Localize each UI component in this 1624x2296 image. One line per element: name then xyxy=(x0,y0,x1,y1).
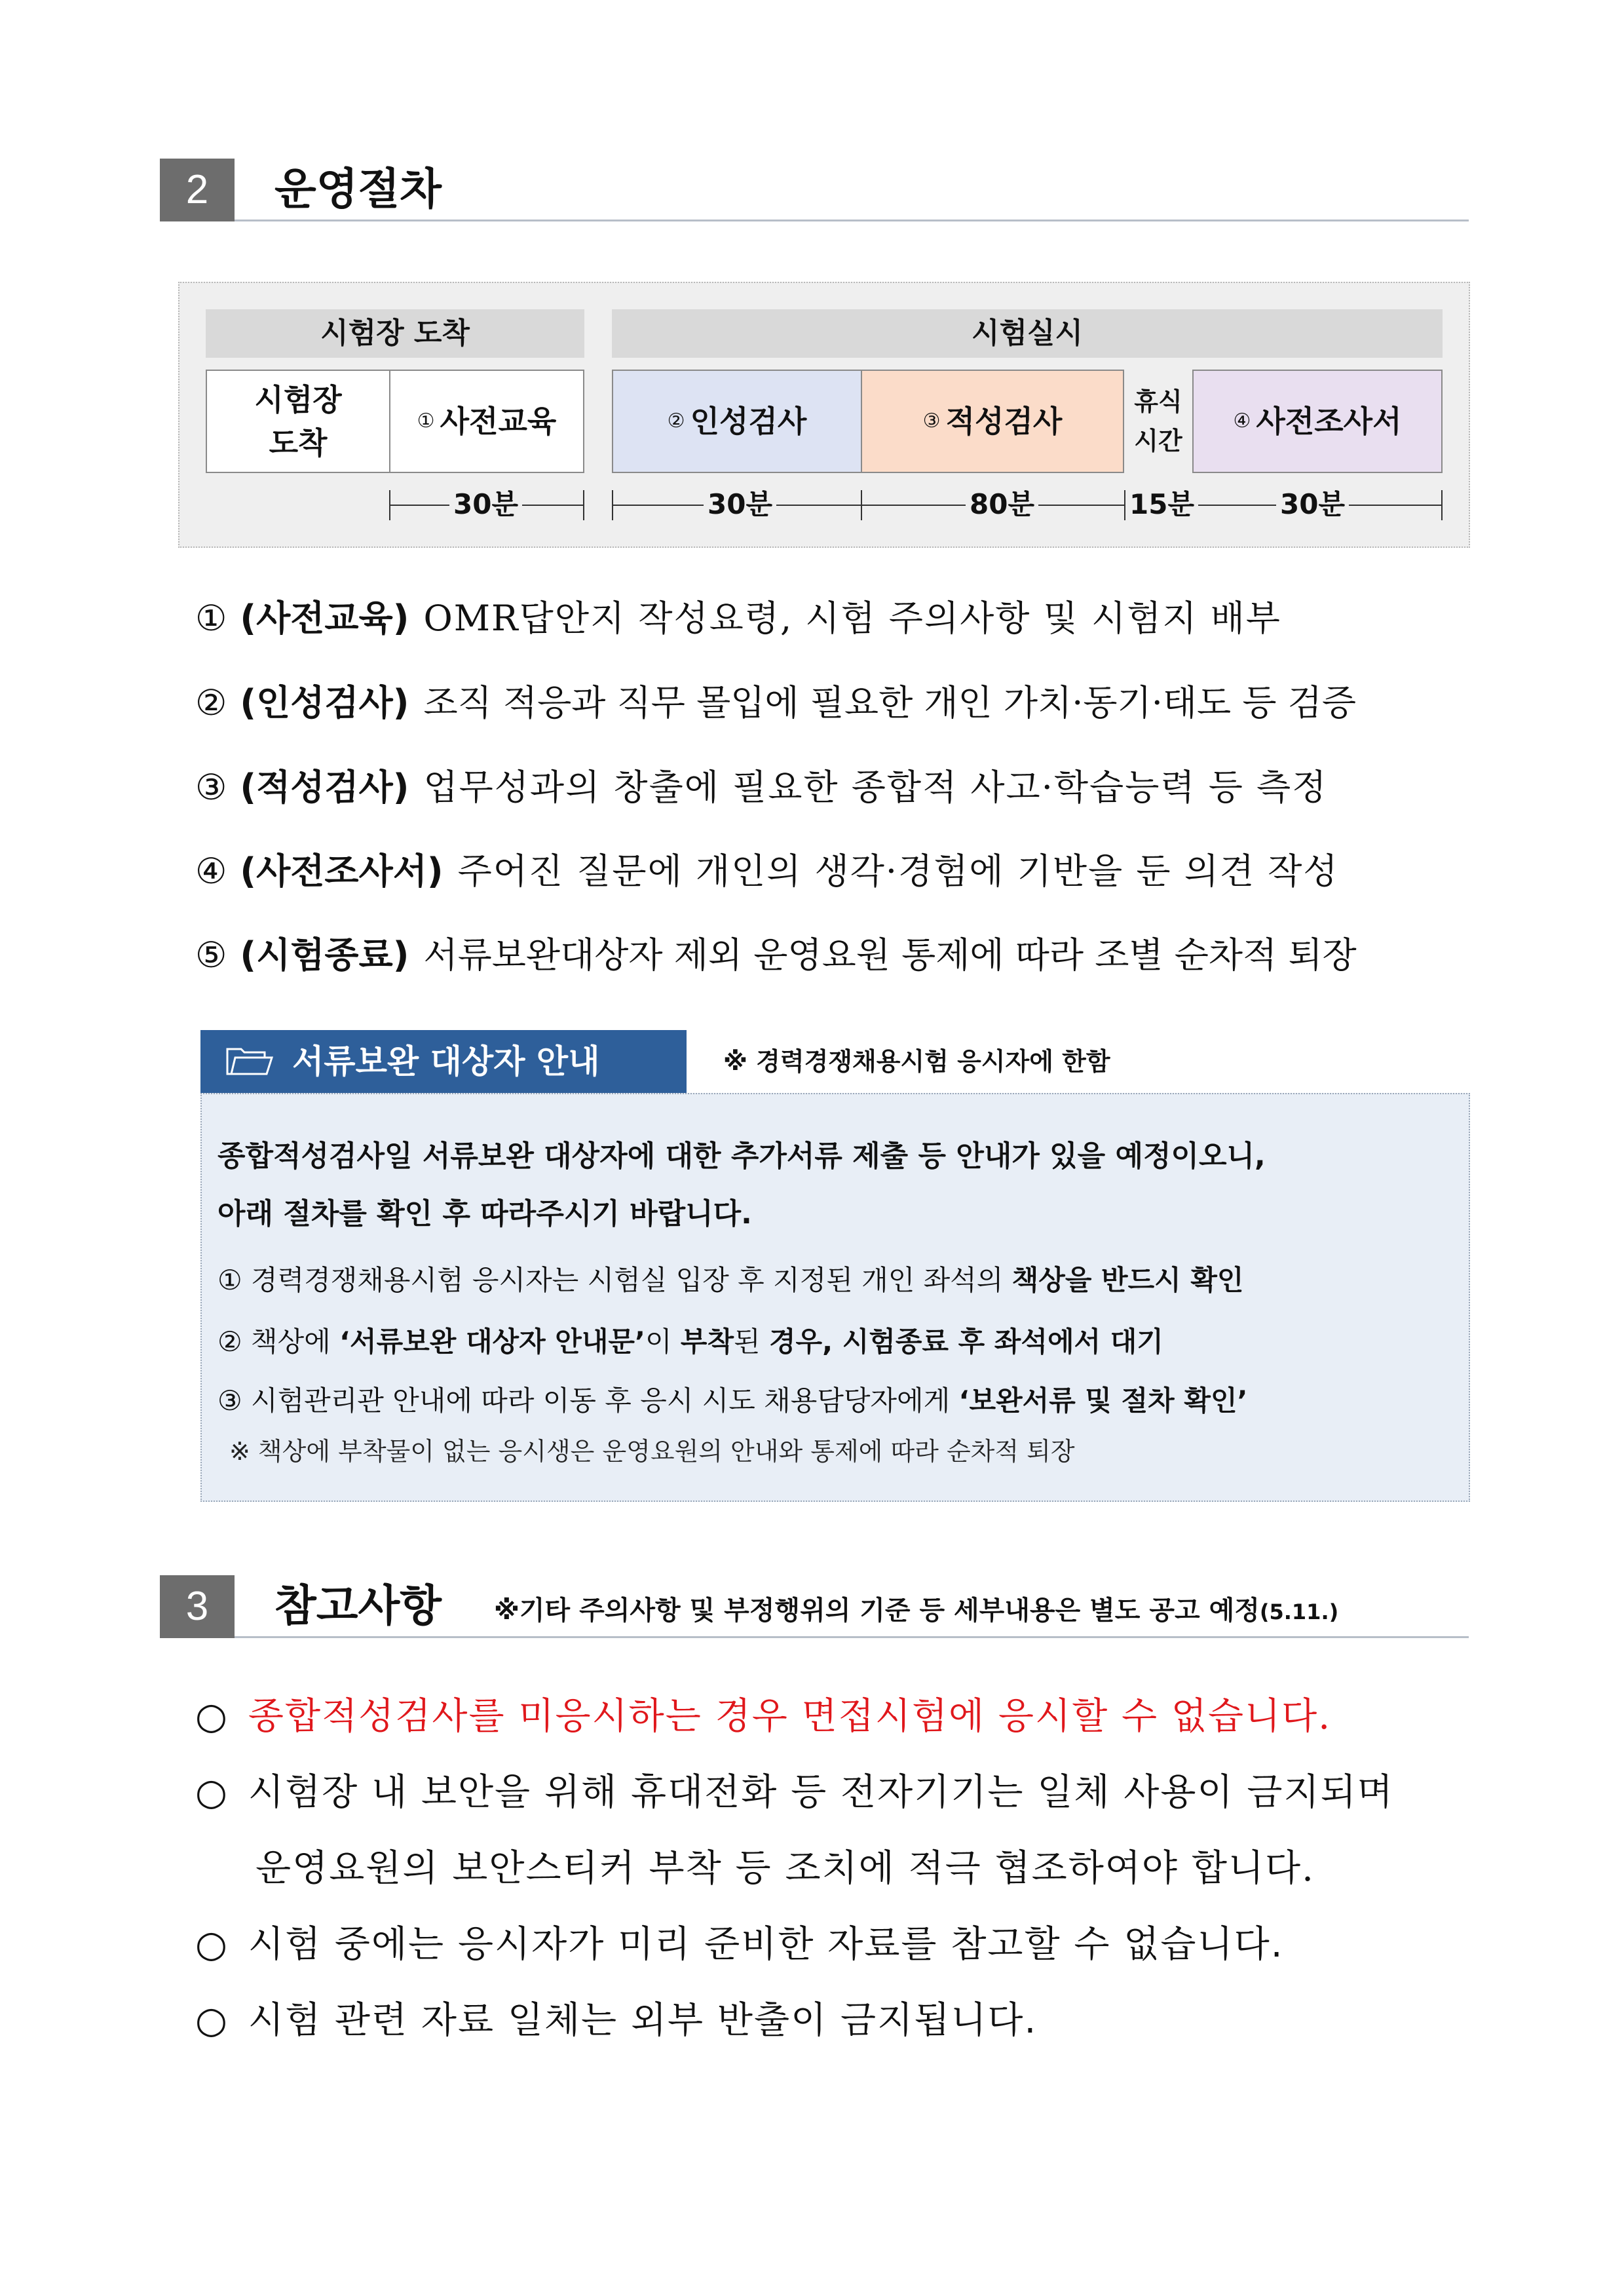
procedure-item xyxy=(195,847,1339,896)
notice-head-line2: 아래 절차를 확인 후 따라주시기 바랍니다. xyxy=(217,1197,752,1231)
bullet-text: 시험 중에는 응시자가 xyxy=(248,1923,618,1966)
box-label: 사전교육 xyxy=(440,404,557,439)
bullet-emphasis: 운영요원의 보안스티커 부착 등 조치에 적극 협조하여야 xyxy=(255,1847,1179,1890)
duration-tick xyxy=(612,490,613,520)
duration-tick xyxy=(861,490,862,520)
notice-item-emphasis: 경우, 시험종료 후 좌석에서 대기 xyxy=(768,1326,1163,1358)
notice-item-emphasis: 책상을 반드시 확인 xyxy=(1011,1264,1244,1296)
box-label: 인성검사 xyxy=(690,404,807,439)
box-pre-education xyxy=(389,370,584,473)
notice-item-emphasis: ‘서류보완 대상자 안내문’ xyxy=(339,1326,645,1358)
notice-sub-note: ※ 책상에 부착물이 없는 응시생은 운영요원의 안내와 통제에 따라 순차적 퇴장 xyxy=(229,1437,1075,1466)
duration-survey: 30분 xyxy=(1276,488,1349,522)
notice-item-3 xyxy=(217,1372,1247,1430)
section-note-text: ※기타 주의사항 및 부정행위의 기준 등 세부내용은 별도 공고 예정 xyxy=(494,1596,1260,1626)
bullet-text: 합니다. xyxy=(1179,1847,1315,1890)
bullet-text: 시험 관련 자료 일체는 외부 반출이 xyxy=(248,1999,841,2042)
notice-item-text: ② 책상에 xyxy=(217,1326,340,1358)
procedure-item xyxy=(195,678,1356,728)
procedure-item xyxy=(195,930,1357,980)
folder-icon xyxy=(225,1047,274,1076)
box-label: 적성검사 xyxy=(945,404,1063,439)
notice-item-text: 이 xyxy=(645,1326,681,1358)
box-arrival xyxy=(206,370,390,473)
notice-tab-note: ※ 경력경쟁채용시험 응시자에 한함 xyxy=(723,1047,1110,1076)
notice-item-text: ③ 시험관리관 안내에 따라 이동 후 응시 시도 채용담당자에게 xyxy=(217,1385,959,1417)
box-arrival-line2: 도착 xyxy=(269,425,328,461)
item-desc: OMR답안지 작성요령, 시험 주의사항 및 시험지 배부 xyxy=(423,598,1281,639)
procedure-item xyxy=(195,594,1281,643)
bullet-mark: ○ xyxy=(195,1923,229,1966)
box-num: ① xyxy=(417,410,435,432)
phase-exam-bar: 시험실시 xyxy=(612,309,1443,358)
section-title: 운영절차 xyxy=(274,164,442,214)
procedure-diagram xyxy=(178,282,1470,548)
duration-tick xyxy=(1441,490,1443,520)
section-2-header xyxy=(160,159,1469,221)
notice-tab-label: 서류보완 대상자 안내 xyxy=(292,1043,600,1081)
reference-bullet-continued xyxy=(255,1843,1315,1895)
duration-pre-education: 30분 xyxy=(449,488,522,522)
bullet-mark: ○ xyxy=(195,1771,229,1814)
item-number: ① xyxy=(195,598,227,639)
item-key: (사전교육) xyxy=(240,598,409,639)
item-number: ② xyxy=(195,682,227,723)
procedure-item xyxy=(195,763,1327,813)
box-arrival-line1: 시험장 xyxy=(254,382,342,417)
item-desc: 업무성과의 창출에 필요한 종합적 사고·학습능력 등 측정 xyxy=(423,767,1328,808)
section-number: 2 xyxy=(160,159,235,221)
bullet-emphasis: 휴대전화 등 전자기기는 일체 사용이 금지되며 xyxy=(630,1771,1394,1814)
duration-personality: 30분 xyxy=(704,488,776,522)
item-key: (인성검사) xyxy=(240,682,409,723)
section-title: 참고사항 xyxy=(274,1580,442,1631)
item-desc: 주어진 질문에 개인의 생각·경험에 기반을 둔 의견 작성 xyxy=(457,851,1339,892)
box-num: ④ xyxy=(1233,410,1251,432)
item-key: (사전조사서) xyxy=(240,851,444,892)
bullet-text: 종합적성검사를 미응시하는 경우 면접시험에 응시할 수 없습니다. xyxy=(248,1695,1332,1738)
notice-tab xyxy=(200,1030,687,1093)
rest-line1: 휴식 xyxy=(1134,387,1182,416)
duration-tick xyxy=(583,490,584,520)
item-key: (시험종료) xyxy=(240,934,409,976)
rest-time-label xyxy=(1125,370,1191,473)
notice-item-emphasis: ‘보완서류 및 절차 확인’ xyxy=(958,1385,1248,1417)
rest-line2: 시간 xyxy=(1134,427,1182,455)
box-aptitude-test xyxy=(861,370,1124,473)
notice-item-text: 된 xyxy=(734,1326,769,1358)
box-num: ② xyxy=(667,410,685,432)
phase-arrival-bar: 시험장 도착 xyxy=(206,309,584,358)
bullet-emphasis: 미리 준비한 자료를 참고할 수 없습니다. xyxy=(618,1923,1284,1966)
item-key: (적성검사) xyxy=(240,767,409,808)
item-number: ③ xyxy=(195,767,227,808)
item-number: ④ xyxy=(195,851,227,892)
item-desc: 서류보완대상자 제외 운영요원 통제에 따라 조별 순차적 퇴장 xyxy=(423,934,1357,976)
notice-item-1 xyxy=(217,1252,1244,1309)
reference-bullet xyxy=(195,1919,1284,1971)
box-pre-survey xyxy=(1192,370,1443,473)
bullet-mark: ○ xyxy=(195,1999,229,2042)
notice-item-emphasis: 부착 xyxy=(680,1326,734,1358)
bullet-emphasis: 금지됩니다. xyxy=(840,1999,1038,2042)
bullet-text: 시험장 내 보안을 위해 xyxy=(248,1771,631,1814)
bullet-mark: ○ xyxy=(195,1695,229,1738)
duration-aptitude: 80분 xyxy=(966,488,1038,522)
notice-box xyxy=(200,1093,1470,1502)
reference-bullet xyxy=(195,1691,1331,1743)
reference-bullet xyxy=(195,1767,1394,1819)
item-desc: 조직 적응과 직무 몰입에 필요한 개인 가치·동기·태도 등 검증 xyxy=(423,682,1357,723)
section-note-date: (5.11.) xyxy=(1259,1599,1339,1624)
duration-tick xyxy=(389,490,390,520)
section-number: 3 xyxy=(160,1575,235,1638)
notice-item-2 xyxy=(217,1313,1163,1371)
section-note xyxy=(494,1590,1338,1633)
notice-item-text: ① 경력경쟁채용시험 응시자는 시험실 입장 후 지정된 개인 좌석의 xyxy=(217,1264,1012,1296)
duration-rest: 15분 xyxy=(1125,488,1198,522)
box-personality-test xyxy=(612,370,862,473)
box-num: ③ xyxy=(922,410,941,432)
box-label: 사전조사서 xyxy=(1256,404,1402,439)
item-number: ⑤ xyxy=(195,934,227,976)
reference-bullet xyxy=(195,1995,1037,2047)
section-3-header xyxy=(160,1575,1469,1638)
notice-head-line1: 종합적성검사일 서류보완 대상자에 대한 추가서류 제출 등 안내가 있을 예정이오니, xyxy=(217,1139,1266,1173)
